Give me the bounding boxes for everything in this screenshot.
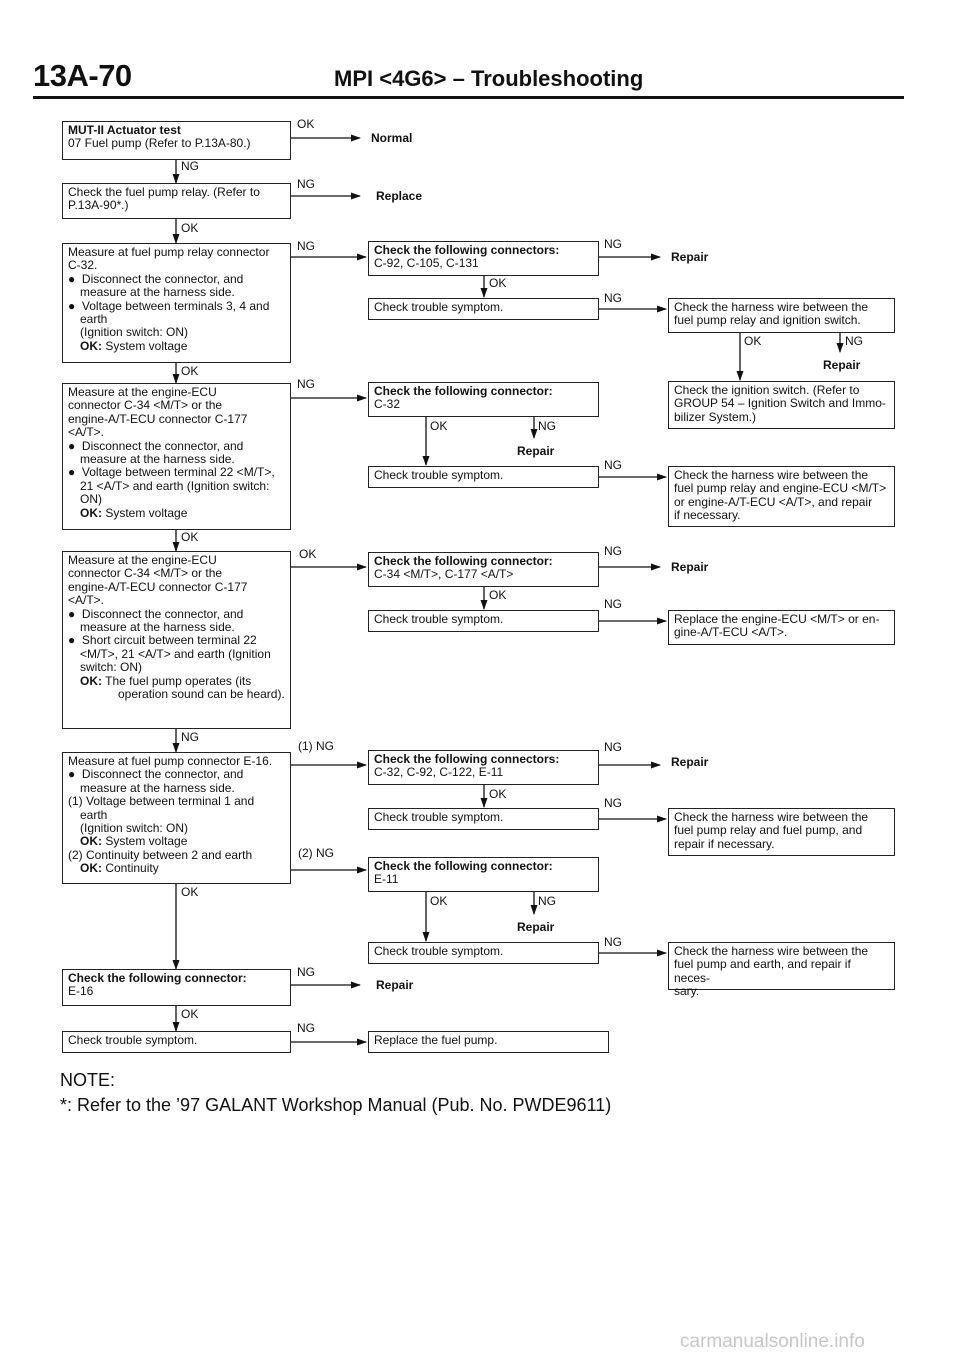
ok-value: Continuity: [105, 861, 159, 876]
ok-criterion: [68, 340, 285, 353]
ecu-voltage-measure-box: [62, 383, 291, 530]
branch-label-ok: OK: [297, 117, 315, 131]
box-line: Check the harness wire between the: [674, 300, 869, 314]
branch-label-ok: OK: [489, 276, 507, 290]
branch-label-ng: NG: [297, 239, 315, 253]
box-line: gine-A/T-ECU <A/T>.: [674, 625, 788, 640]
measure-line: earth: [80, 312, 108, 327]
box-line: Check trouble symptom.: [374, 300, 504, 314]
replace-fuel-pump-box: [368, 1031, 609, 1053]
box-line: C-34 <M/T>, C-177 <A/T>: [374, 567, 514, 582]
ok-key: OK:: [80, 505, 102, 520]
actuator-test-box: [62, 121, 291, 160]
box-line: Check trouble symptom.: [374, 810, 504, 824]
harness-relay-ecu-box: [668, 466, 895, 527]
branch-label-ng: NG: [538, 419, 556, 433]
branch-label-ok: OK: [430, 894, 448, 908]
branch-label-ok: OK: [181, 1007, 199, 1021]
relay-connector-measure-box: [62, 243, 291, 363]
box-line: Check the following connector:: [374, 554, 553, 568]
box-line: Check trouble symptom.: [374, 612, 504, 626]
ok-criterion: [68, 675, 285, 702]
box-line: Check the following connectors:: [374, 752, 560, 766]
measure-line: engine-A/T-ECU connector C-177: [68, 579, 248, 594]
measure-line: (Ignition switch: ON): [80, 821, 189, 836]
connector-e11-box: [368, 857, 599, 892]
measure-line: (2) Continuity between 2 and earth: [68, 847, 253, 862]
box-line: Check the following connector:: [374, 859, 553, 873]
measure-line: ● Disconnect the connector, and: [68, 438, 244, 453]
box-line: if necessary.: [674, 508, 741, 523]
box-line: fuel pump and earth, and repair if neces-: [674, 957, 855, 985]
box-line: Check trouble symptom.: [374, 944, 504, 958]
ok-key: OK:: [80, 834, 102, 849]
box-line: Check the harness wire between the: [674, 810, 869, 824]
measure-line: Measure at fuel pump connector E-16.: [68, 754, 273, 768]
page-code: 13A-70: [33, 58, 132, 93]
measure-line: measure at the harness side.: [80, 452, 235, 467]
box-line: fuel pump relay and fuel pump, and: [674, 823, 863, 838]
final-trouble-symptom-box: [62, 1031, 291, 1053]
trouble-symptom-c-box: [368, 610, 599, 632]
measure-line: C-32.: [68, 258, 98, 273]
measure-line: measure at the harness side.: [80, 780, 235, 795]
result-repair: Repair: [671, 560, 709, 574]
branch-label-ng: NG: [297, 377, 315, 391]
measure-line: (Ignition switch: ON): [80, 325, 189, 340]
branch-label-ok: OK: [181, 221, 199, 235]
measure-line: Measure at the engine-ECU: [68, 385, 217, 399]
branch-label-ng: NG: [297, 177, 315, 191]
measure-line: ● Voltage between terminal 22 <M/T>,: [68, 465, 275, 480]
measure-line: Measure at fuel pump relay connector: [68, 245, 270, 259]
measure-line: earth: [80, 807, 108, 822]
branch-label-ok: OK: [489, 588, 507, 602]
connectors-c32-e11-box: [368, 750, 599, 785]
ok-value: System voltage: [105, 338, 188, 353]
box-line: sary.: [674, 984, 700, 999]
measure-line: connector C-34 <M/T> or the: [68, 398, 223, 413]
box-line: Check the harness wire between the: [674, 468, 869, 482]
branch-label-ng: NG: [604, 597, 622, 611]
branch-label-ok: OK: [430, 419, 448, 433]
box-line: fuel pump relay and engine-ECU <M/T>: [674, 481, 887, 496]
connector-c34-box: [368, 552, 599, 587]
measure-line: engine-A/T-ECU connector C-177: [68, 411, 248, 426]
note-body: *: Refer to the ’97 GALANT Workshop Manual (Pub. No. PWDE9611): [60, 1095, 612, 1115]
result-repair: Repair: [671, 250, 709, 264]
measure-line: measure at the harness side.: [80, 285, 235, 300]
connectors-c92-box: [368, 241, 599, 276]
ok-value: System voltage: [105, 505, 188, 520]
measure-line: ● Voltage between terminals 3, 4 and: [68, 298, 270, 313]
result-repair: Repair: [517, 920, 555, 934]
box-line: E-16: [68, 984, 94, 999]
ok-criterion: [68, 862, 285, 875]
box-line: bilizer System.): [674, 409, 757, 424]
result-repair: Repair: [517, 444, 555, 458]
result-normal: Normal: [371, 131, 413, 145]
ok-criterion: [68, 507, 285, 520]
box-line: Replace the engine-ECU <M/T> or en-: [674, 612, 880, 626]
harness-pump-earth-box: [668, 942, 895, 999]
replace-ecu-box: [668, 610, 895, 645]
branch-label-ng: NG: [604, 237, 622, 251]
result-repair: Repair: [376, 978, 414, 992]
box-line: Check the following connector:: [374, 384, 553, 398]
branch-label-ok: OK: [181, 530, 199, 544]
note-heading: NOTE:: [60, 1070, 116, 1090]
ok-key: OK:: [80, 338, 102, 353]
ok-value: The fuel pump operates (its operation sound can be heard).: [105, 673, 285, 702]
ok-criterion: [68, 835, 285, 848]
result-repair: Repair: [823, 358, 861, 372]
measure-line: Measure at the engine-ECU: [68, 553, 217, 567]
measure-line: ● Disconnect the connector, and: [68, 271, 244, 286]
box-line: or engine-A/T-ECU <A/T>, and repair: [674, 494, 873, 509]
branch-label-ng: NG: [604, 740, 622, 754]
box-line: GROUP 54 – Ignition Switch and Immo-: [674, 396, 886, 411]
branch-label-ng: NG: [604, 544, 622, 558]
e16-connector-box: [62, 969, 291, 1006]
box-line: C-32, C-92, C-122, E-11: [374, 765, 504, 780]
measure-line: ● Disconnect the connector, and: [68, 606, 244, 621]
watermark: carmanualsonline.info: [680, 1331, 865, 1352]
branch-label-ng: NG: [604, 796, 622, 810]
trouble-symptom-a-box: [368, 298, 599, 320]
branch-label-ok: OK: [744, 334, 762, 348]
ecu-short-circuit-box: [62, 551, 291, 729]
trouble-symptom-d-box: [368, 808, 599, 830]
trouble-symptom-e-box: [368, 942, 599, 964]
box-line: Check trouble symptom.: [68, 1033, 198, 1047]
box-line: Replace the fuel pump.: [374, 1033, 498, 1047]
measure-line: 21 <A/T> and earth (Ignition switch:: [80, 478, 270, 493]
box-line: repair if necessary.: [674, 836, 775, 851]
ok-key: OK:: [80, 861, 102, 876]
branch-label-ng: NG: [297, 1021, 315, 1035]
measure-line: measure at the harness side.: [80, 620, 235, 635]
branch-label-ng: NG: [604, 291, 622, 305]
box-line: Check the following connectors:: [374, 243, 560, 257]
branch-label-ok: OK: [181, 364, 199, 378]
ok-key: OK:: [80, 673, 102, 688]
harness-relay-pump-box: [668, 808, 895, 856]
branch-label-ng: NG: [604, 458, 622, 472]
measure-line: switch: ON): [80, 660, 143, 675]
measure-line: ● Short circuit between terminal 22: [68, 633, 257, 648]
box-line: Check the harness wire between the: [674, 944, 869, 958]
measure-line: connector C-34 <M/T> or the: [68, 566, 223, 581]
relay-line: P.13A-90*.): [68, 198, 129, 213]
result-repair: Repair: [671, 755, 709, 769]
box-line: Check the following connector:: [68, 971, 247, 985]
box-line: C-32: [374, 397, 401, 412]
trouble-symptom-b-box: [368, 466, 599, 488]
result-replace: Replace: [376, 189, 423, 203]
measure-line: <A/T>.: [68, 593, 105, 608]
branch-label-ng: NG: [845, 334, 863, 348]
page-title: MPI <4G6> – Troubleshooting: [334, 66, 644, 91]
measure-line: <A/T>.: [68, 425, 105, 440]
branch-label-ng: NG: [181, 159, 199, 173]
branch-label-ng: NG: [297, 965, 315, 979]
measure-line: <M/T>, 21 <A/T> and earth (Ignition: [80, 646, 271, 661]
box-line: Check the ignition switch. (Refer to: [674, 383, 860, 397]
branch-label-ng: NG: [604, 935, 622, 949]
actuator-test-title: MUT-II Actuator test: [68, 123, 181, 137]
fuel-pump-connector-box: [62, 752, 291, 884]
ok-value: System voltage: [105, 834, 188, 849]
branch-label-ng: NG: [181, 730, 199, 744]
branch-label-ok: OK: [181, 885, 199, 899]
relay-line: Check the fuel pump relay. (Refer to: [68, 185, 260, 199]
branch-label-ok: OK: [299, 547, 317, 561]
box-line: C-92, C-105, C-131: [374, 256, 479, 271]
fuel-pump-relay-box: [62, 183, 291, 219]
box-line: fuel pump relay and ignition switch.: [674, 313, 861, 328]
connector-c32-box: [368, 382, 599, 417]
measure-line: ● Disconnect the connector, and: [68, 767, 244, 782]
harness-relay-ignition-box: [668, 298, 895, 333]
branch-label-ok: OK: [489, 787, 507, 801]
branch-label-ng-2: (2) NG: [298, 846, 334, 860]
measure-line: (1) Voltage between terminal 1 and: [68, 794, 255, 809]
actuator-test-body: 07 Fuel pump (Refer to P.13A-80.): [68, 136, 251, 151]
measure-line: ON): [80, 492, 102, 507]
box-line: E-11: [374, 872, 399, 887]
ignition-switch-box: [668, 381, 895, 429]
box-line: Check trouble symptom.: [374, 468, 504, 482]
branch-label-ng: NG: [538, 894, 556, 908]
branch-label-ng-1: (1) NG: [298, 739, 334, 753]
